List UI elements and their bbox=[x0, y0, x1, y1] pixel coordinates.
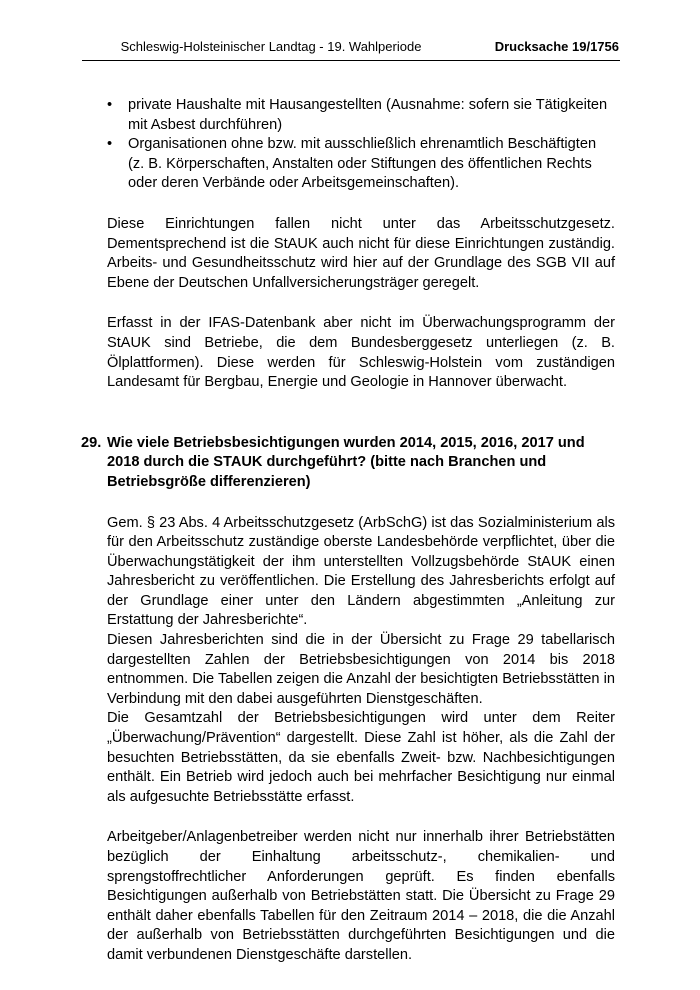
answer-paragraph: Diesen Jahresberichten sind die in der Übersicht zu Frage 29 tabellarisch dargestellten Zahlen der Betriebsbesichtigungen von 2014 bis 2018 entnommen. Die Tabellen zeigen die Anzahl der besichtigten Betriebsstätten in Verbindung mit den dabei ausgeführten Dienstgeschäften. bbox=[107, 632, 615, 707]
header-title: Schleswig-Holsteinischer Landtag - 19. Wahlperiode bbox=[120, 39, 422, 54]
answer-paragraph: Gem. § 23 Abs. 4 Arbeitsschutzgesetz (ArbSchG) ist das Sozialministerium als für den Arbeitsschutz zuständige oberste Landesbehörde verpflichtet, über die Überwachungstätigkeit der ihm unterstellten Vollzugsbehörde StAUK einen Jahresbericht zu veröffentlichen. Die Erstellung des Jahresberichts erfolgt auf der Grundlage einer unter den Ländern abgestimmten „Anleitung zur Erstattung der Jahresberichte“. bbox=[107, 514, 615, 629]
document-body bbox=[81, 96, 615, 966]
list-item bbox=[107, 135, 615, 194]
page-header bbox=[82, 38, 620, 61]
answer-paragraph: Die Gesamtzahl der Betriebsbesichtigungen wird unter dem Reiter „Überwachung/Prävention“ dargestellt. Diese Zahl ist höher, als die Zahl der besuchten Betriebsstätten, da sie ebenfalls Zweit- bzw. Nachbesichtigungen enthält. Ein Betrieb wird jedoch auch bei mehrfacher Besichtigung nur einmal als aufgesuchte Betriebsstätte erfasst. bbox=[107, 710, 615, 805]
exclusion-list bbox=[107, 96, 615, 194]
question-29 bbox=[81, 434, 615, 493]
paragraph: Erfasst in der IFAS-Datenbank aber nicht im Überwachungsprogramm der StAUK sind Betriebe, die dem Bundesberggesetz unterliegen (z. B. Ölplattformen). Diese werden für Schleswig-Holstein vom zuständigen Landesamt für Bergbau, Energie und Geologie in Hannover überwacht. bbox=[107, 315, 615, 391]
list-item-text: Organisationen ohne bzw. mit ausschließlich ehrenamtlich Beschäftigten (z. B. Körperschaften, Anstalten oder Stiftungen des öffentlichen Rechts oder deren Verbände oder Arbeitsgemeinschaften). bbox=[128, 136, 597, 192]
list-item bbox=[107, 96, 615, 135]
paragraph: Diese Einrichtungen fallen nicht unter das Arbeitsschutzgesetz. Dementsprechend ist die StAUK auch nicht für diese Einrichtungen zuständig. Arbeits- und Gesundheitsschutz wird hier auf der Grundlage des SGB VII auf Ebene der Deutschen Unfallversicherungsträger geregelt. bbox=[107, 215, 615, 291]
list-item-text: private Haushalte mit Hausangestellten (Ausnahme: sofern sie Tätigkeiten mit Asbest durchführen) bbox=[128, 97, 608, 133]
document-number: Drucksache 19/1756 bbox=[494, 39, 619, 54]
question-number: 29. bbox=[81, 434, 102, 451]
bullet-icon: • bbox=[107, 97, 113, 113]
bullet-icon: • bbox=[107, 136, 113, 153]
question-text: Wie viele Betriebsbesichtigungen wurden 2014, 2015, 2016, 2017 und 2018 durch die STAUK durchgeführt? (bitte nach Branchen und Betriebsgröße differenzieren) bbox=[107, 434, 585, 490]
answer-paragraph: Arbeitgeber/Anlagenbetreiber werden nicht nur innerhalb ihrer Betriebstätten bezüglich der Einhaltung arbeitsschutz-, chemikalien- und sprengstoffrechtlicher Anforderungen geprüft. Es finden ebenfalls Besichtigungen außerhalb von Betriebstätten statt. Die Übersicht zu Frage 29 enthält daher ebenfalls Tabellen für den Zeitraum 2014 – 2018, die die Anzahl der außerhalb von Betriebsstätten durchgeführten Besichtigungen und die damit verbundenen Dienstgeschäfte darstellen. bbox=[107, 829, 615, 963]
